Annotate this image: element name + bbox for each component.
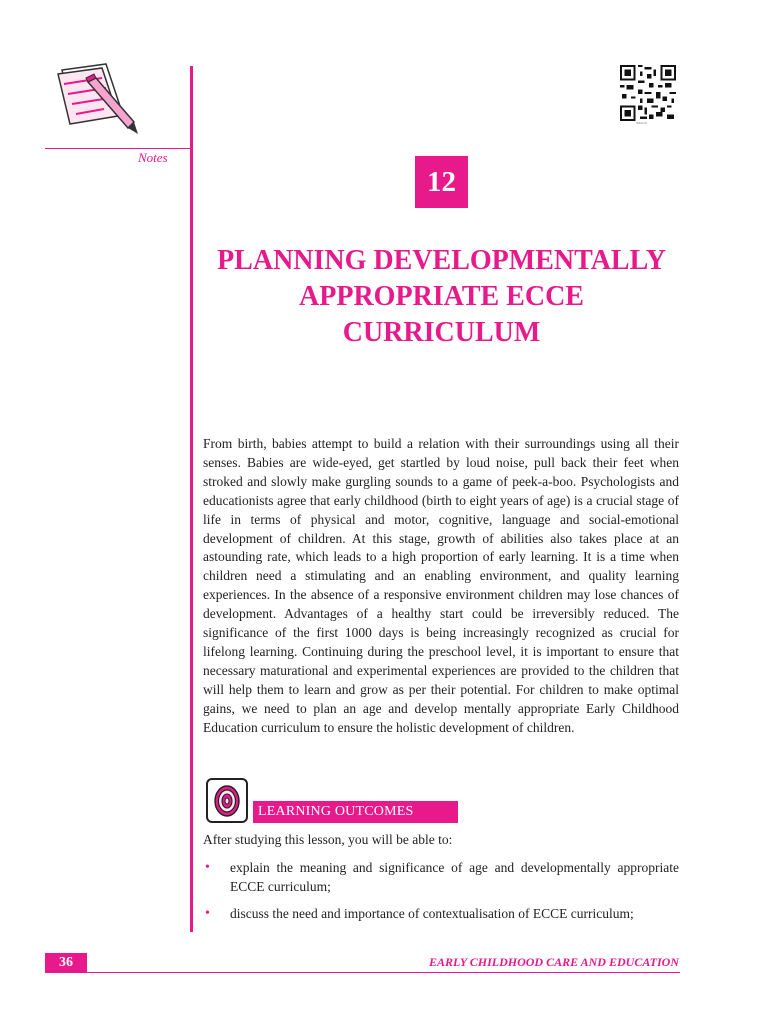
qr-code-icon[interactable] (620, 65, 676, 121)
bullet-icon: • (205, 860, 210, 875)
list-item-text: explain the meaning and significance of age and developmentally appropriate ECCE curriculum; (230, 860, 679, 894)
page-number: 36 (45, 953, 87, 973)
learning-outcomes-heading: LEARNING OUTCOMES (253, 801, 458, 823)
book-title: EARLY CHILDHOOD CARE AND EDUCATION (428, 955, 679, 969)
chapter-number: 12 (415, 156, 468, 208)
chapter-title (195, 243, 688, 351)
learning-outcomes-intro: After studying this lesson, you will be able to: (203, 832, 453, 847)
notes-divider (45, 148, 191, 149)
qr-caption: 5Mdwd3 (636, 121, 647, 125)
list-item (203, 905, 679, 924)
learning-outcomes-list (203, 859, 679, 933)
chapter-title-line: PLANNING DEVELOPMENTALLY (217, 245, 666, 276)
bullet-icon: • (205, 906, 210, 921)
notes-label: Notes (138, 150, 168, 165)
list-item-text: discuss the need and importance of contextualisation of ECCE curriculum; (230, 906, 634, 921)
chapter-title-line: CURRICULUM (342, 317, 541, 348)
margin-rule (190, 66, 193, 932)
target-icon (206, 778, 248, 823)
footer-divider (87, 972, 680, 973)
list-item (203, 859, 679, 896)
notepad-pencil-icon (44, 62, 140, 144)
intro-paragraph: From birth, babies attempt to build a relation with their surroundings using all their senses. Babies are wide-eyed, get startled by loud noise, pull back their feet when stroked and slowly make gurgling sounds to a game of peek-a-boo. Psychologists and educationists agree that early childhood (birth to eight years of age) is a crucial stage of life in terms of physical and motor, cognitive, language and social-emotional development of children. At this stage, growth of abilities also takes place at an astounding rate, which leads to a high proportion of early learning. It is a time when children need a stimulating and an enabling environment, and quality learning experiences. In the absence of a responsive environment children may lose chances of development. Advantages of a healthy start could be irreversibly reduced. The significance of the first 1000 days is being increasingly recognized as crucial for lifelong learning. Continuing during the preschool level, it is important to ensure that necessary maturational and experimental experiences are provided to the children that will help them to learn and grow as per their potential. For children to make optimal gains, we need to plan an age and develop mentally appropriate Early Childhood Education curriculum to ensure the holistic development of children. (203, 436, 679, 735)
chapter-title-line: APPROPRIATE ECCE (299, 281, 584, 312)
